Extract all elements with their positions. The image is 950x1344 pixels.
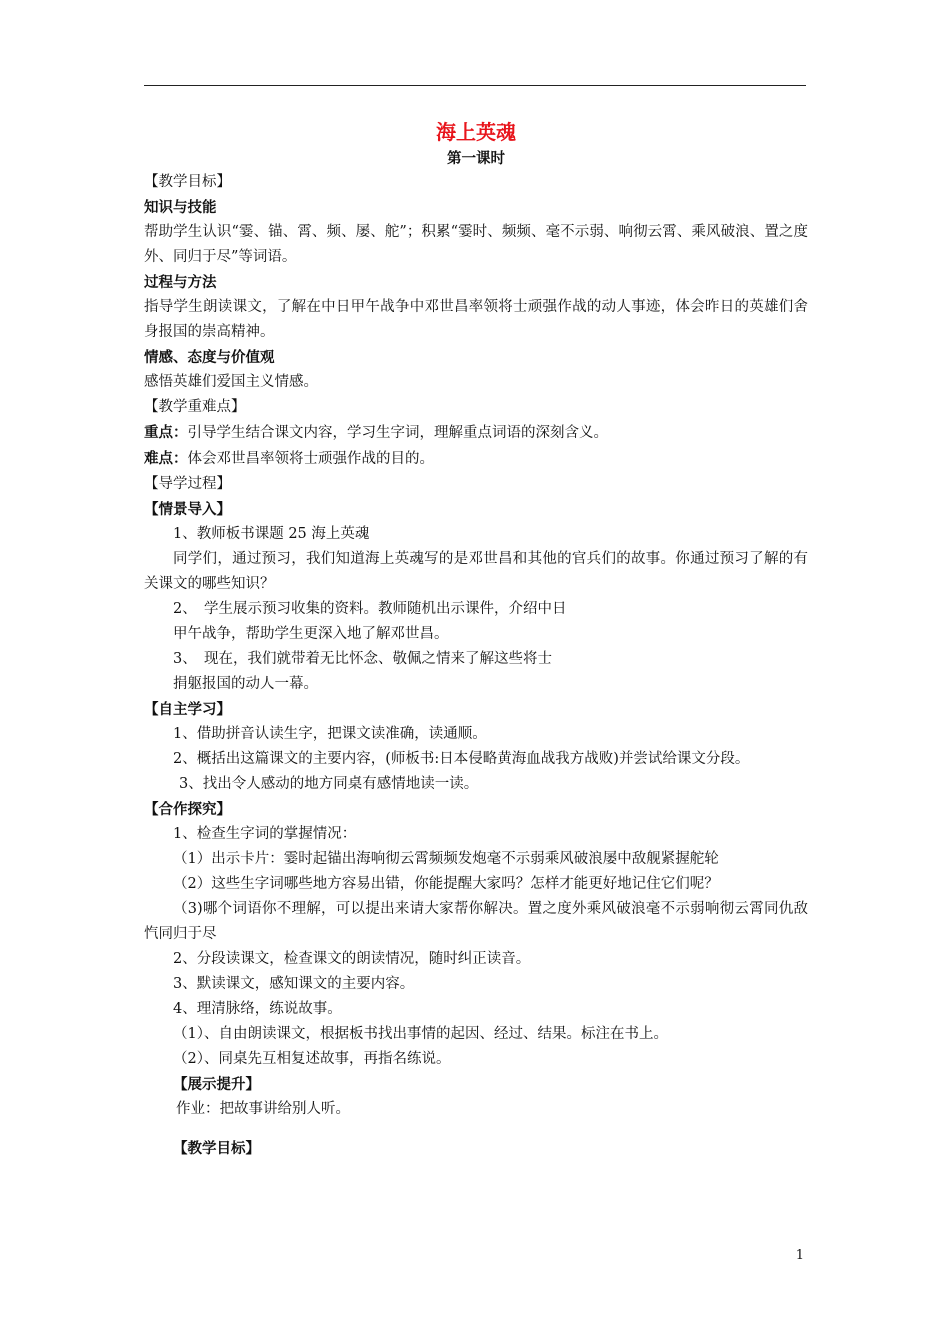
- intro-item-3a: 3、 现在，我们就带着无比怀念、敬佩之情来了解这些将士: [173, 651, 552, 667]
- process-method-text: 指导学生朗读课文，了解在中日甲午战争中邓世昌率领将士顽强作战的动人事迹，体会昨日的英雄们舍身报国的崇高精神。: [144, 299, 808, 340]
- knowledge-skills-heading: 知识与技能: [144, 199, 217, 216]
- cooperation-item-4a: （1）、自由朗读课文，根据板书找出事情的起因、经过、结果。标注在书上。: [173, 1026, 668, 1042]
- cooperation-item-4: 4、理清脉络，练说故事。: [173, 1001, 342, 1017]
- self-study-heading: 【自主学习】: [144, 701, 231, 718]
- guided-process-heading: 【导学过程】: [144, 476, 231, 492]
- intro-item-2b: 甲午战争，帮助学生更深入地了解邓世昌。: [173, 626, 449, 642]
- cooperation-item-1a: （1）出示卡片：霎时起锚出海响彻云霄频频发炮毫不示弱乘风破浪屡中敌舰紧握舵轮: [173, 851, 719, 867]
- intro-item-1: 1、教师板书课题 25 海上英魂: [173, 526, 370, 542]
- page-number: 1: [795, 1248, 804, 1263]
- cooperation-item-2: 2、分段读课文，检查课文的朗读情况，随时纠正读音。: [173, 951, 531, 967]
- scene-intro-heading: 【情景导入】: [144, 501, 231, 518]
- cooperation-heading: 【合作探究】: [144, 801, 231, 818]
- section-gap: [144, 1122, 808, 1136]
- header-rule: [144, 85, 806, 86]
- lesson-two-goals-heading: 【教学目标】: [173, 1140, 260, 1157]
- presentation-heading: 【展示提升】: [173, 1076, 260, 1093]
- key-point-label: 重点：: [144, 424, 188, 441]
- process-method-heading: 过程与方法: [144, 274, 217, 291]
- cooperation-item-1b: （2）这些生字词哪些地方容易出错，你能提醒大家吗？怎样才能更好地记住它们呢？: [173, 876, 719, 892]
- self-study-item-3: 3、找出令人感动的地方同桌有感情地读一读。: [179, 776, 479, 792]
- key-point-text: 引导学生结合课文内容，学习生字词，理解重点词语的深刻含义。: [187, 425, 608, 441]
- difficulty-text: 体会邓世昌率领将士顽强作战的目的。: [187, 451, 434, 467]
- knowledge-skills-text: 帮助学生认识“霎、锚、霄、频、屡、舵”；积累“霎时、频频、毫不示弱、响彻云霄、乘风破浪、置之度外、同归于尽”等词语。: [144, 224, 808, 265]
- cooperation-item-3: 3、默读课文，感知课文的主要内容。: [173, 976, 415, 992]
- lesson-one-heading: 第一课时: [447, 150, 505, 167]
- self-study-item-1: 1、借助拼音认读生字，把课文读准确，读通顺。: [173, 726, 487, 742]
- intro-item-3b: 捐躯报国的动人一幕。: [173, 676, 318, 692]
- key-point-line: [144, 420, 808, 446]
- intro-paragraph: 同学们，通过预习，我们知道海上英魂写的是邓世昌和其他的官兵们的故事。你通过预习了解的有关课文的哪些知识？: [144, 551, 808, 592]
- teaching-goals-heading: 【教学目标】: [144, 174, 231, 190]
- document-page: [144, 118, 808, 1161]
- difficulty-line: [144, 446, 808, 472]
- key-points-heading: 【教学重难点】: [144, 399, 246, 415]
- emotion-values-text: 感悟英雄们爱国主义情感。: [144, 374, 318, 390]
- intro-item-2a: 2、 学生展示预习收集的资料。教师随机出示课件，介绍中日: [173, 601, 567, 617]
- self-study-item-2: 2、概括出这篇课文的主要内容，(师板书:日本侵略黄海血战我方战败)并尝试给课文分段。: [173, 751, 750, 767]
- difficulty-label: 难点：: [144, 450, 188, 467]
- presentation-text: 作业：把故事讲给别人听。: [176, 1101, 350, 1117]
- emotion-values-heading: 情感、态度与价值观: [144, 349, 275, 366]
- cooperation-item-1c: （3)哪个词语你不理解，可以提出来请大家帮你解决。置之度外乘风破浪毫不示弱响彻云霄同仇敌忾同归于尽: [144, 901, 808, 942]
- cooperation-item-1: 1、检查生字词的掌握情况：: [173, 826, 357, 842]
- document-title: 海上英魂: [436, 120, 516, 144]
- cooperation-item-4b: （2）、同桌先互相复述故事，再指名练说。: [173, 1051, 451, 1067]
